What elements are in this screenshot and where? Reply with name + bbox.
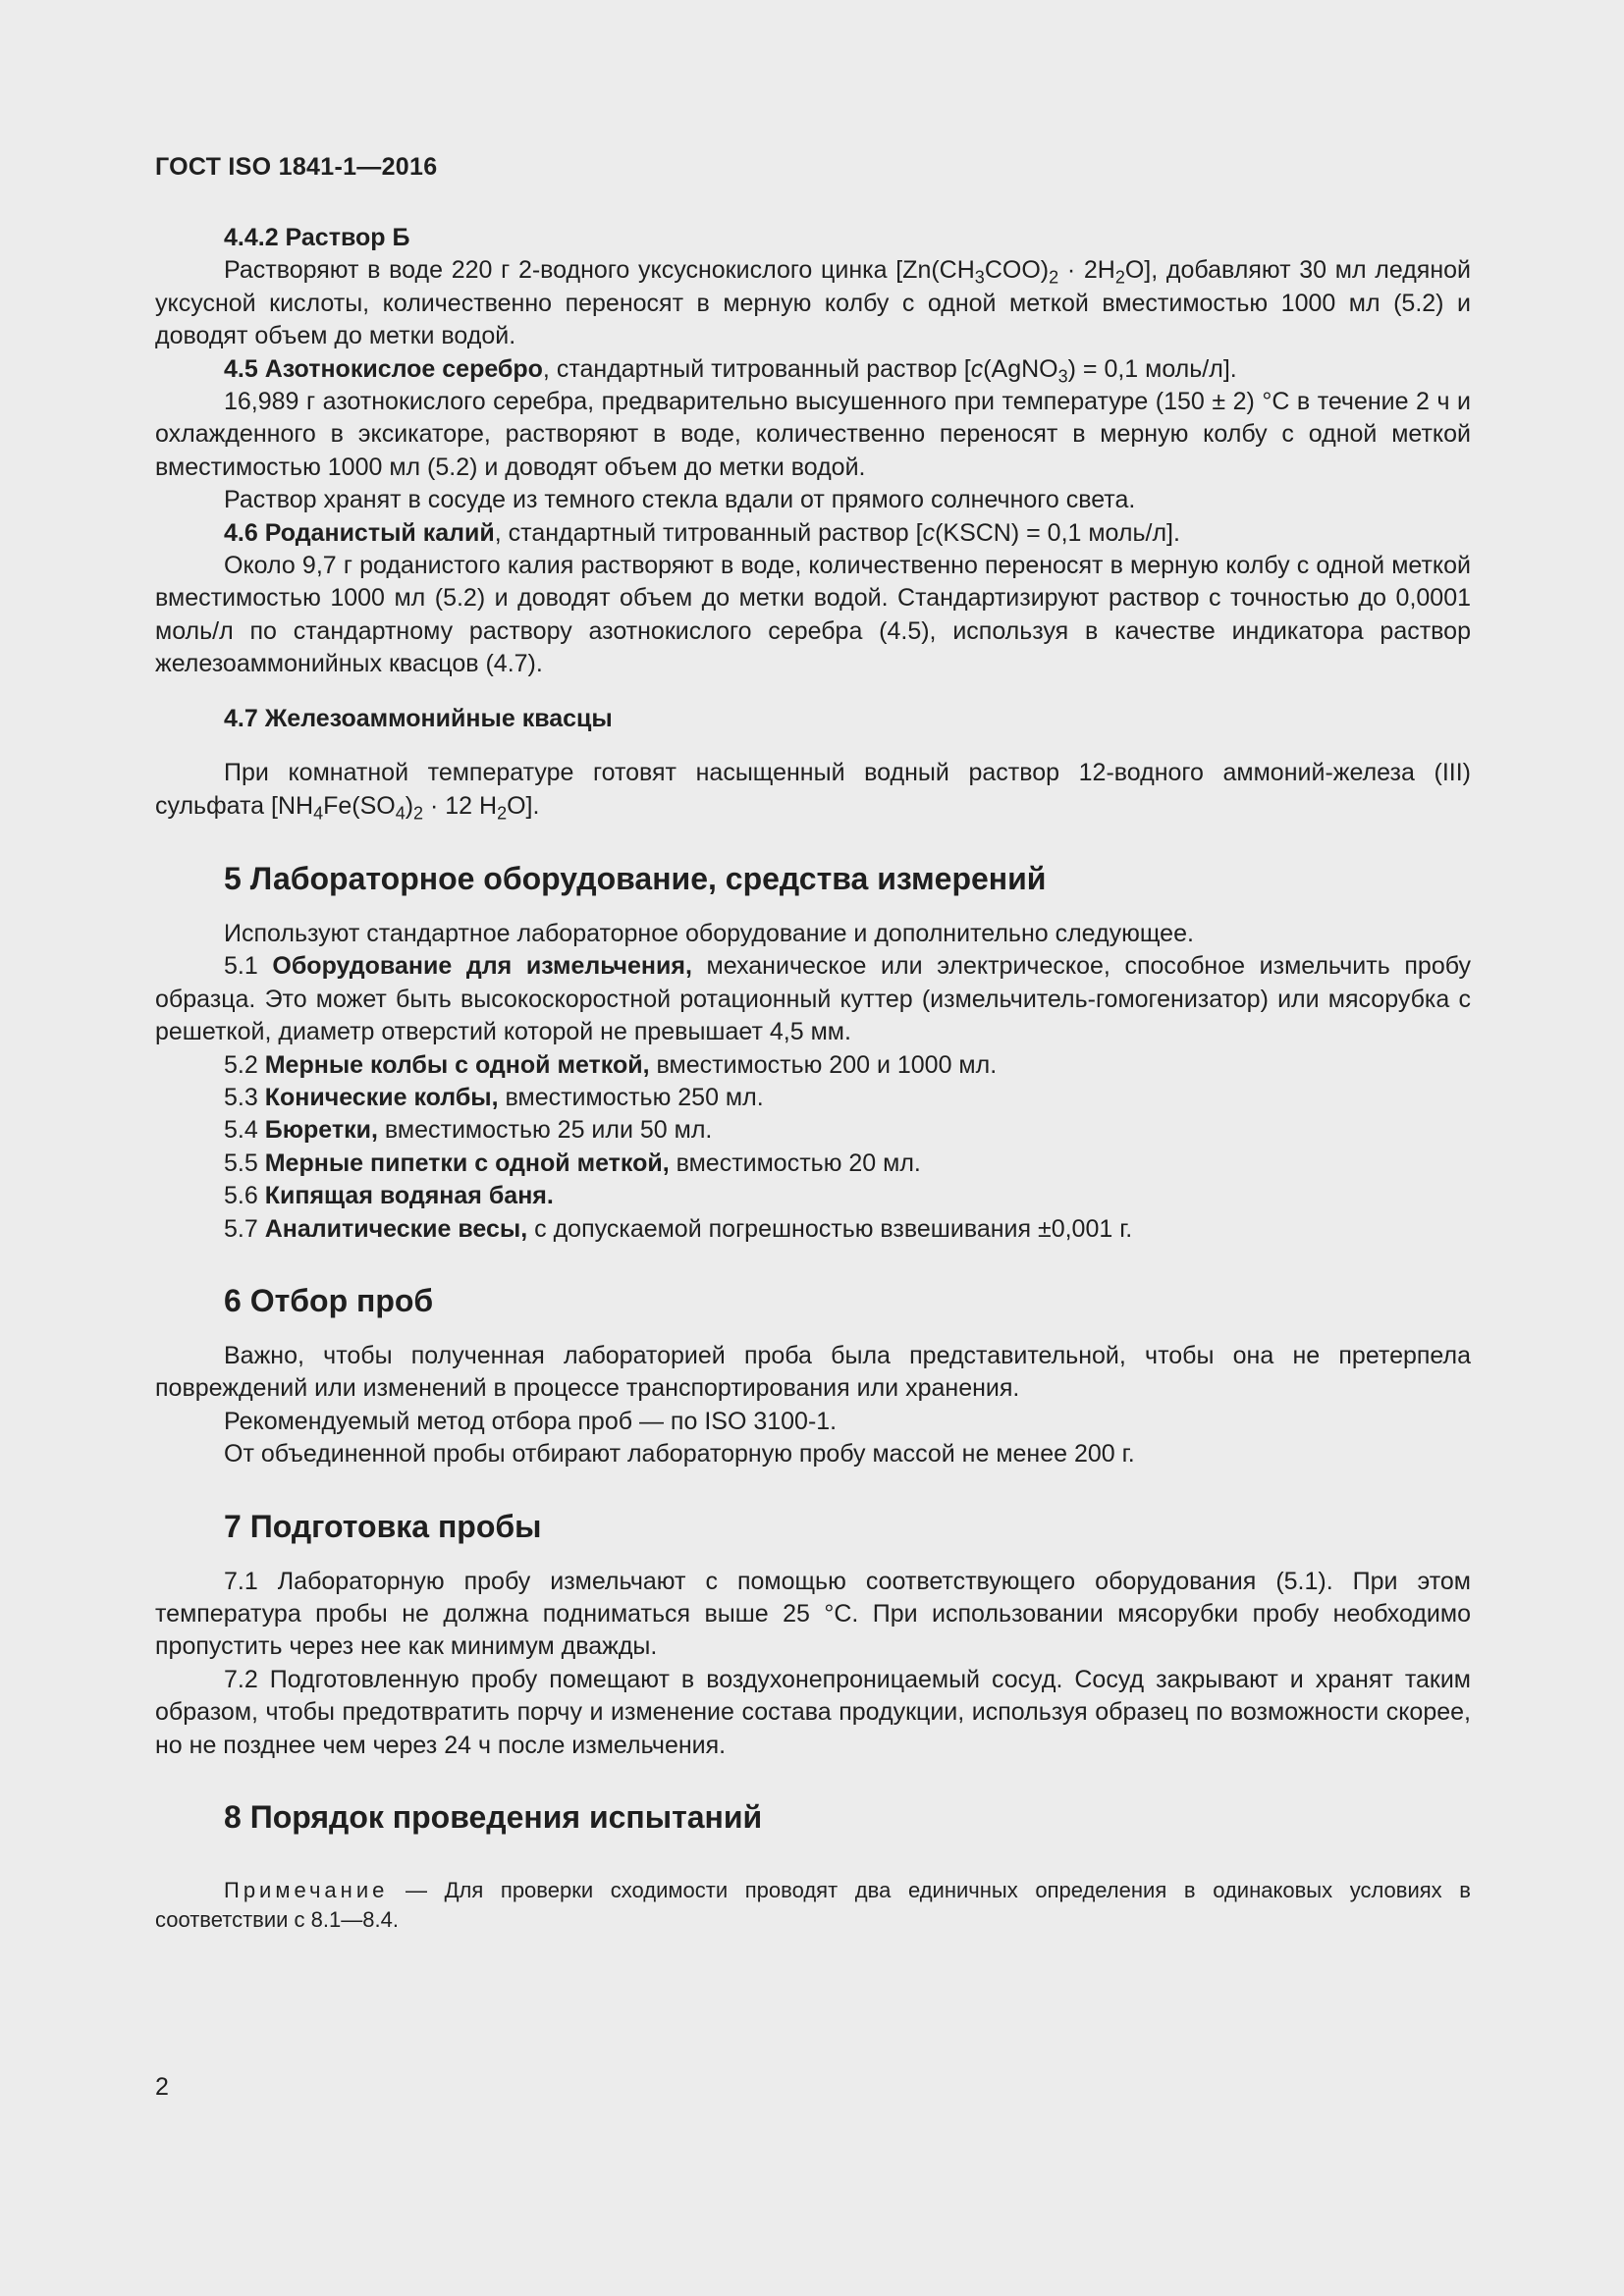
section-8-note: Примечание — Для проверки сходимости проводят два единичных определения в одинаковых условиях в соответствии с 8.1—8.4. xyxy=(155,1878,1471,1933)
section-8-heading: 8 Порядок проведения испытаний xyxy=(224,1799,763,1836)
section-5-heading: 5 Лабораторное оборудование, средства измерений xyxy=(224,860,1047,896)
section-6-heading: 6 Отбор проб xyxy=(224,1282,434,1318)
section-4-7-title: 4.7 Железоаммонийные квасцы xyxy=(224,704,613,732)
document-header: ГОСТ ISO 1841-1—2016 xyxy=(155,153,438,181)
section-5-7-item: 5.7 Аналитические весы, с допускаемой погрешностью взвешивания ±0,001 г. xyxy=(224,1214,1133,1243)
section-5-intro: Используют стандартное лабораторное оборудование и дополнительно следующее. xyxy=(224,919,1194,947)
section-5-5-item: 5.5 Мерные пипетки с одной меткой, вместимостью 20 мл. xyxy=(224,1148,921,1177)
section-4-6-title: 4.6 Роданистый калий, стандартный титрованный раствор [c(KSCN) = 0,1 моль/л]. xyxy=(224,518,1180,547)
section-7-2-text: 7.2 Подготовленную пробу помещают в воздухонепроницаемый сосуд. Сосуд закрывают и хранят таким образом, чтобы предотвратить порчу и изменение состава продукции, используя образец по возможности скорее, но не позднее чем через 24 ч после измельчения. xyxy=(155,1665,1471,1759)
section-7-heading: 7 Подготовка пробы xyxy=(224,1508,542,1544)
section-6-text-2: Рекомендуемый метод отбора проб — по ISO 3100-1. xyxy=(224,1407,838,1435)
section-5-1-item: 5.1 Оборудование для измельчения, механическое или электрическое, способное измельчить пробу образца. Это может быть высокоскоростной ротационный куттер (измельчитель-гомогенизатор) или мясорубка с решеткой, диаметр отверстий которой не превышает 4,5 мм. xyxy=(155,952,1471,1046)
section-5-2-item: 5.2 Мерные колбы с одной меткой, вместимостью 200 и 1000 мл. xyxy=(224,1050,998,1079)
section-7-1-text: 7.1 Лабораторную пробу измельчают с помощью соответствующего оборудования (5.1). При этом температура пробы не должна подниматься выше 25 °С. При использовании мясорубки пробу необходимо пропустить через нее как минимум дважды. xyxy=(155,1567,1471,1661)
note-label: Примечание xyxy=(224,1878,389,1903)
section-4-7-text: При комнатной температуре готовят насыщенный водный раствор 12-водного аммоний-железа (III) сульфата [$NH_4Fe(SO_4)_2 \cdot 12$ $H_2O$]. xyxy=(155,759,1471,823)
section-4-5-storage: Раствор хранят в сосуде из темного стекла вдали от прямого солнечного света. xyxy=(224,486,1136,514)
page-number: 2 xyxy=(155,2073,169,2101)
section-6-text-1: Важно, чтобы полученная лабораторией проба была представительной, чтобы она не претерпела повреждений или изменений в процессе транспортирования или хранения. xyxy=(155,1341,1471,1403)
section-4-4-2-title: 4.4.2 Раствор Б xyxy=(224,224,410,251)
section-5-6-item: 5.6 Кипящая водяная баня. xyxy=(224,1182,554,1210)
document-body xyxy=(155,222,1471,1935)
section-4-5-text: 16,989 г азотнокислого серебра, предварительно высушенного при температуре (150 ± 2) °С в течение 2 ч и охлажденного в эксикаторе, растворяют в воде, количественно переносят в мерную колбу с одной меткой вместимостью 1000 мл (5.2) и доводят объем до метки водой. xyxy=(155,388,1471,481)
section-4-4-2-text: Растворяют в воде 220 г 2-водного уксуснокислого цинка $[Zn(CH_3COO)_2 \cdot 2H_2O]$, добавляют 30 мл ледяной уксусной кислоты, количественно переносят в мерную колбу с одной меткой вместимостью 1000 мл (5.2) и доводят объем до метки водой. xyxy=(155,256,1471,350)
section-4-6-text: Около 9,7 г роданистого калия растворяют в воде, количественно переносят в мерную колбу с одной меткой вместимостью 1000 мл (5.2) и доводят объем до метки водой. Стандартизируют раствор с точностью до 0,0001 моль/л по стандартному раствору азотнокислого серебра (4.5), используя в качестве индикатора раствор железоаммонийных квасцов (4.7). xyxy=(155,552,1471,678)
section-4-5-title: 4.5 Азотнокислое серебро, стандартный титрованный раствор [c(AgNO$_3$) = 0,1 моль/л]. xyxy=(224,354,1237,387)
section-5-4-item: 5.4 Бюретки, вместимостью 25 или 50 мл. xyxy=(224,1116,713,1145)
section-5-3-item: 5.3 Конические колбы, вместимостью 250 мл. xyxy=(224,1083,764,1111)
section-6-text-3: От объединенной пробы отбирают лабораторную пробу массой не менее 200 г. xyxy=(224,1440,1135,1468)
